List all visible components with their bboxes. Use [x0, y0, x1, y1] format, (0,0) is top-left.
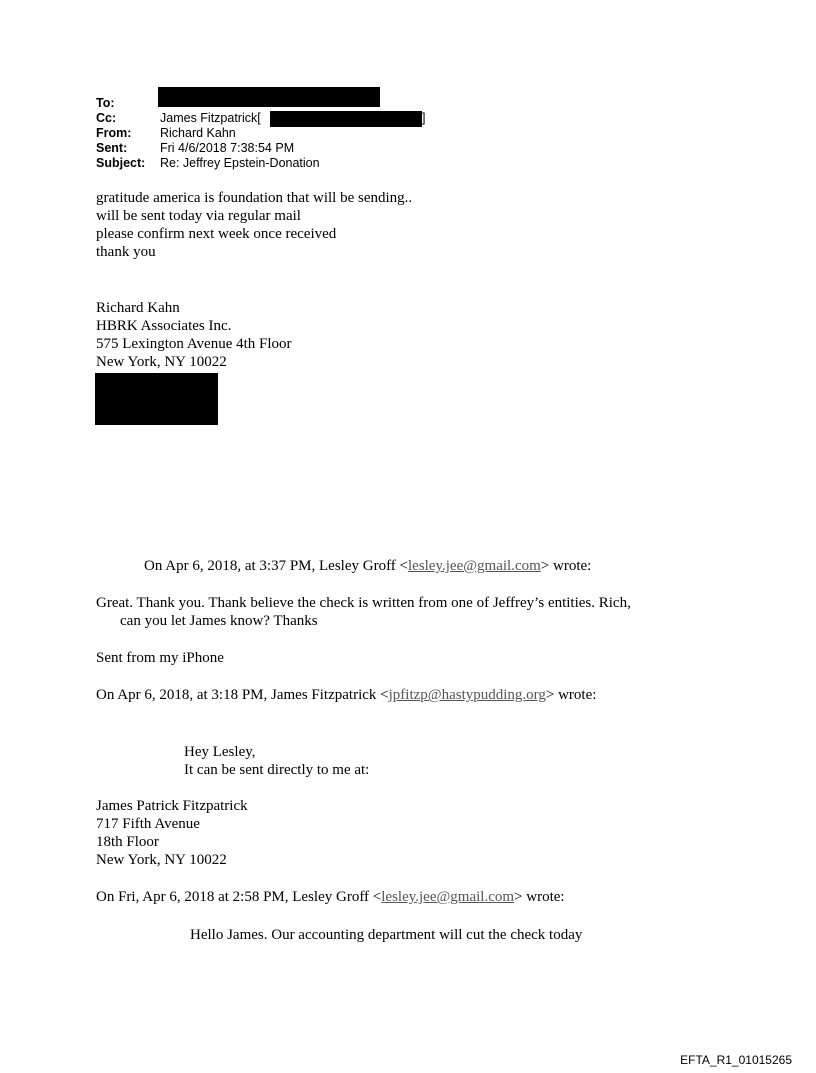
quote3-email-link[interactable]: lesley.jee@gmail.com	[381, 889, 515, 905]
body-line-2: will be sent today via regular mail	[96, 208, 301, 224]
signature-line-2: HBRK Associates Inc.	[96, 318, 232, 334]
quote2-email-link[interactable]: jpfitzp@hastypudding.org	[388, 687, 546, 703]
signature-line-4: New York, NY 10022	[96, 354, 227, 370]
subject-label: Subject:	[96, 156, 146, 170]
quote2-address-2: 717 Fifth Avenue	[96, 816, 200, 832]
quote1-prefix: On Apr 6, 2018, at 3:37 PM, Lesley Groff <	[144, 558, 408, 574]
sent-label: Sent:	[96, 141, 128, 155]
quote2-attribution	[96, 686, 596, 704]
quote2-prefix: On Apr 6, 2018, at 3:18 PM, James Fitzpatrick <	[96, 687, 389, 703]
body-line-4: thank you	[96, 244, 156, 260]
document-id: EFTA_R1_01015265	[680, 1053, 792, 1067]
quote3-attribution	[96, 888, 565, 906]
quote2-line: It can be sent directly to me at:	[184, 762, 370, 778]
quote3-prefix: On Fri, Apr 6, 2018 at 2:58 PM, Lesley Groff <	[96, 889, 382, 905]
quote2-suffix: > wrote:	[545, 687, 597, 703]
to-label: To:	[96, 96, 115, 110]
subject-value: Re: Jeffrey Epstein-Donation	[160, 156, 320, 170]
from-label: From:	[96, 126, 132, 140]
sent-value: Fri 4/6/2018 7:38:54 PM	[160, 141, 295, 155]
quote1-line-1: Great. Thank you. Thank believe the check is written from one of Jeffrey’s entities. Rich,	[96, 595, 631, 611]
signature-line-1: Richard Kahn	[96, 300, 180, 316]
quote2-address-1: James Patrick Fitzpatrick	[96, 798, 248, 814]
quote1-suffix: > wrote:	[540, 558, 592, 574]
quote3-line: Hello James. Our accounting department will cut the check today	[190, 927, 583, 943]
quote2-address-3: 18th Floor	[96, 834, 159, 850]
signature-line-3: 575 Lexington Avenue 4th Floor	[96, 336, 292, 352]
cc-close-bracket: ]	[422, 111, 426, 125]
redaction-signature	[95, 373, 218, 425]
quote2-address-4: New York, NY 10022	[96, 852, 227, 868]
body-line-3: please confirm next week once received	[96, 226, 337, 242]
cc-value: James Fitzpatrick[	[160, 111, 261, 125]
quote2-greeting: Hey Lesley,	[184, 744, 256, 760]
quote1-sent-from: Sent from my iPhone	[96, 650, 224, 666]
quote1-email-link[interactable]: lesley.jee@gmail.com	[408, 558, 541, 574]
quote1-attribution	[144, 557, 591, 575]
body-line-1: gratitude america is foundation that will be sending..	[96, 190, 413, 206]
quote1-line-2: can you let James know? Thanks	[120, 613, 318, 629]
redaction-to	[158, 87, 380, 107]
from-value: Richard Kahn	[160, 126, 236, 140]
cc-label: Cc:	[96, 111, 117, 125]
quote3-suffix: > wrote:	[514, 889, 565, 905]
redaction-cc	[270, 111, 422, 127]
